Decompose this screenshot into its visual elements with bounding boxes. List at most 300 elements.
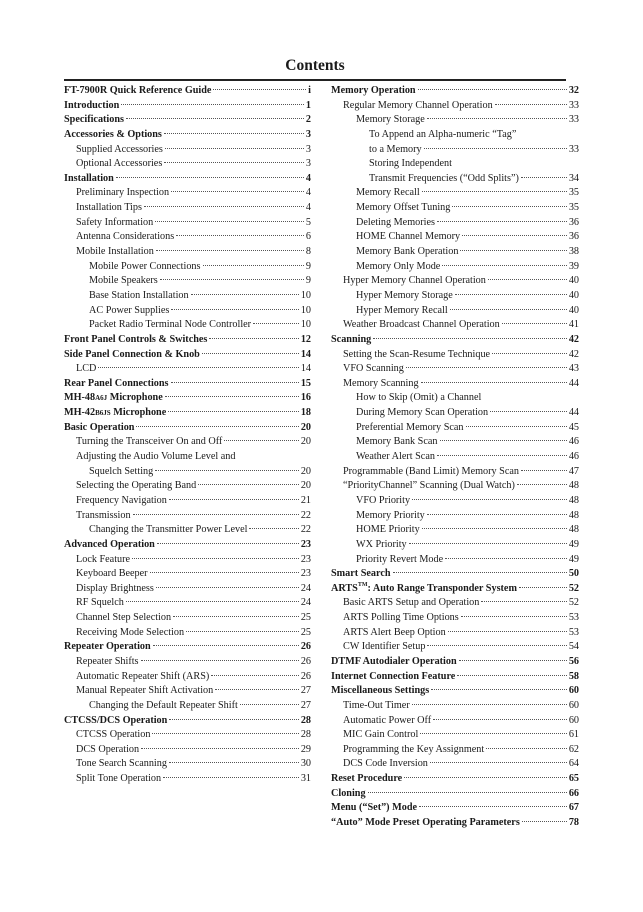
- toc-entry-title-text: Memory Priority: [356, 509, 425, 521]
- toc-entry-title-text: Automatic Power Off: [343, 714, 432, 726]
- toc-entry[interactable]: [64, 757, 311, 772]
- toc-entry[interactable]: [331, 421, 579, 436]
- toc-entry[interactable]: [331, 553, 579, 568]
- toc-page-number: 6: [305, 231, 311, 243]
- toc-entry-title: [76, 626, 184, 641]
- toc-page-number: 31: [300, 773, 311, 785]
- toc-dot-leader: [191, 294, 299, 295]
- toc-dot-leader: [141, 660, 299, 661]
- toc-dot-leader: [169, 499, 299, 500]
- toc-page-number: 20: [300, 436, 311, 448]
- toc-page-number: 43: [568, 363, 579, 375]
- toc-entry[interactable]: [64, 157, 311, 172]
- toc-dot-leader: [437, 221, 567, 222]
- toc-entry[interactable]: [331, 289, 579, 304]
- toc-page-number: 60: [568, 714, 579, 726]
- toc-entry-title-text: DCS Code Inversion: [343, 758, 428, 770]
- toc-entry[interactable]: [331, 406, 579, 421]
- toc-page-number: 48: [568, 509, 579, 521]
- toc-entry-title-text: Rear Panel Connections: [64, 377, 169, 389]
- toc-dot-leader: [150, 572, 299, 573]
- toc-entry[interactable]: [64, 611, 311, 626]
- toc-entry-title: [356, 450, 435, 465]
- toc-entry[interactable]: [331, 714, 579, 729]
- toc-entry-title: [76, 684, 213, 699]
- toc-entry-title: [356, 260, 440, 275]
- toc-dot-leader: [164, 162, 304, 163]
- toc-entry[interactable]: [331, 99, 579, 114]
- toc-entry-title-text: Repeater Operation: [64, 641, 151, 653]
- toc-entry-title: [331, 84, 416, 99]
- toc-page-number: 8: [305, 246, 311, 258]
- toc-entry-title: [64, 113, 124, 128]
- toc-page-number: 28: [300, 729, 311, 741]
- toc-entry-title-text: Base Station Installation: [89, 289, 189, 301]
- toc-page-number: 33: [568, 99, 579, 111]
- toc-entry[interactable]: [64, 289, 311, 304]
- toc-page-number: 46: [568, 436, 579, 448]
- toc-entry-title-text: Deleting Memories: [356, 216, 435, 228]
- toc-entry[interactable]: [64, 274, 311, 289]
- toc-dot-leader: [165, 396, 299, 397]
- toc-dot-leader: [427, 645, 566, 646]
- toc-entry-title: [64, 421, 134, 436]
- toc-dot-leader: [156, 587, 299, 588]
- toc-page-number: 44: [568, 407, 579, 419]
- toc-page-number: 12: [300, 333, 311, 345]
- toc-entry[interactable]: [64, 567, 311, 582]
- toc-page-number: 78: [568, 817, 579, 829]
- toc-dot-leader: [459, 660, 567, 661]
- toc-page-number: 3: [305, 143, 311, 155]
- toc-page-number: 61: [568, 729, 579, 741]
- toc-dot-leader: [502, 323, 567, 324]
- toc-entry[interactable]: [331, 655, 579, 670]
- toc-dot-leader: [495, 104, 567, 105]
- toc-entry[interactable]: [64, 772, 311, 787]
- toc-entry-title-text: CTCSS/DCS Operation: [64, 714, 168, 726]
- toc-entry[interactable]: [64, 186, 311, 201]
- toc-entry-title-text: Repeater Shifts: [76, 655, 139, 667]
- toc-entry[interactable]: [331, 435, 579, 450]
- toc-entry-title: [356, 113, 425, 128]
- toc-dot-leader: [427, 514, 567, 515]
- title-divider: [64, 79, 566, 81]
- toc-entry-title-text: Menu (“Set”) Mode: [331, 802, 418, 814]
- toc-entry-title-text: VFO Scanning: [343, 363, 404, 375]
- toc-entry-title: [76, 509, 131, 524]
- toc-entry-title-text-rest: Microphone: [107, 392, 163, 404]
- toc-entry[interactable]: [64, 318, 311, 333]
- toc-dot-leader: [481, 601, 566, 602]
- toc-entry[interactable]: [64, 582, 311, 597]
- toc-entry-title: [356, 245, 458, 260]
- toc-dot-leader: [522, 821, 567, 822]
- toc-dot-leader: [418, 89, 567, 90]
- toc-entry-title-text: Memory Offset Tuning: [356, 202, 451, 214]
- toc-dot-leader: [211, 675, 299, 676]
- toc-entry-title: [76, 201, 142, 216]
- toc-entry-title-text: Antenna Considerations: [76, 231, 175, 243]
- toc-entry[interactable]: [64, 655, 311, 670]
- toc-dot-leader: [171, 191, 304, 192]
- toc-dot-leader: [121, 104, 304, 105]
- toc-entry-title-text: Mobile Speakers: [89, 275, 158, 287]
- toc-page-number: 38: [568, 246, 579, 258]
- toc-entry[interactable]: [331, 230, 579, 245]
- toc-page-number: 36: [568, 231, 579, 243]
- toc-entry[interactable]: [64, 523, 311, 538]
- toc-entry-title-text: Internet Connection Feature: [331, 670, 456, 682]
- toc-entry-title-text: Programming the Key Assignment: [343, 743, 485, 755]
- toc-entry[interactable]: [331, 201, 579, 216]
- toc-dot-leader: [445, 558, 567, 559]
- toc-entry-title-text: Frequency Navigation: [76, 494, 167, 506]
- toc-entry-title-text: Receiving Mode Selection: [76, 626, 185, 638]
- toc-page-number: 46: [568, 451, 579, 463]
- toc-page-number: 34: [568, 172, 579, 184]
- toc-dot-leader: [249, 528, 298, 529]
- toc-dot-leader: [433, 719, 567, 720]
- toc-entry-title-text: Introduction: [64, 99, 120, 111]
- toc-dot-leader: [431, 689, 567, 690]
- toc-entry-title-text: Setting the Scan-Resume Technique: [343, 348, 491, 360]
- toc-entry-title: [343, 757, 428, 772]
- toc-page-number: 52: [568, 582, 579, 594]
- toc-entry[interactable]: [331, 128, 579, 143]
- toc-entry-title-text: Front Panel Controls & Switches: [64, 333, 208, 345]
- toc-entry-title-text: Memory Scanning: [343, 377, 419, 389]
- toc-entry[interactable]: [331, 143, 579, 158]
- toc-entry[interactable]: [64, 714, 311, 729]
- toc-entry-title-text: DTMF Autodialer Operation: [331, 655, 457, 667]
- toc-entry-title: [76, 611, 171, 626]
- toc-entry[interactable]: [64, 421, 311, 436]
- toc-entry[interactable]: [331, 509, 579, 524]
- toc-page-number: 50: [568, 568, 579, 580]
- toc-entry-title: [356, 201, 450, 216]
- toc-entry[interactable]: [331, 699, 579, 714]
- toc-entry-title: [64, 172, 114, 187]
- toc-entry[interactable]: [64, 304, 311, 319]
- toc-page-number: 28: [300, 714, 311, 726]
- toc-entry[interactable]: [64, 450, 311, 465]
- toc-entry[interactable]: [64, 172, 311, 187]
- toc-entry-title: [89, 260, 201, 275]
- toc-dot-leader: [422, 191, 567, 192]
- toc-dot-leader: [157, 543, 299, 544]
- toc-entry-title-text: Scanning: [331, 333, 372, 345]
- toc-entry[interactable]: [331, 113, 579, 128]
- toc-entry-title-text: HOME Priority: [356, 524, 420, 536]
- toc-entry[interactable]: [331, 816, 579, 831]
- toc-entry[interactable]: [331, 787, 579, 802]
- toc-entry-title: [356, 494, 410, 509]
- toc-entry[interactable]: [64, 538, 311, 553]
- toc-dot-leader: [152, 733, 298, 734]
- toc-entry-title: [331, 684, 429, 699]
- toc-page-number: 48: [568, 524, 579, 536]
- toc-entry[interactable]: [331, 670, 579, 685]
- toc-page-number: 26: [300, 655, 311, 667]
- toc-entry[interactable]: [64, 465, 311, 480]
- toc-entry[interactable]: [331, 479, 579, 494]
- toc-entry-title-text: RF Squelch: [76, 597, 124, 609]
- toc-page-number: 42: [568, 333, 579, 345]
- toc-entry[interactable]: [64, 128, 311, 143]
- toc-entry[interactable]: [64, 230, 311, 245]
- toc-page-number: 60: [568, 699, 579, 711]
- toc-dot-leader: [409, 543, 567, 544]
- toc-page-number: 42: [568, 348, 579, 360]
- toc-entry[interactable]: [64, 596, 311, 611]
- toc-entry[interactable]: [64, 260, 311, 275]
- toc-page-number: 20: [300, 465, 311, 477]
- toc-entry[interactable]: [64, 728, 311, 743]
- toc-dot-leader: [442, 265, 566, 266]
- toc-entry[interactable]: [64, 201, 311, 216]
- toc-entry-title-text: Memory Storage: [356, 114, 425, 126]
- toc-entry-title: [64, 84, 211, 99]
- toc-page-number: 10: [300, 289, 311, 301]
- toc-entry-title: [343, 465, 519, 480]
- toc-entry[interactable]: [331, 216, 579, 231]
- toc-dot-leader: [155, 221, 304, 222]
- toc-dot-leader: [173, 616, 299, 617]
- toc-page-number: 20: [300, 421, 311, 433]
- toc-entry[interactable]: [331, 377, 579, 392]
- toc-page-number: 60: [568, 685, 579, 697]
- toc-entry-title-text: Safety Information: [76, 216, 154, 228]
- toc-page-number: 2: [305, 114, 311, 126]
- toc-dot-leader: [171, 382, 299, 383]
- toc-page-number: 24: [300, 582, 311, 594]
- toc-entry[interactable]: [331, 304, 579, 319]
- toc-entry[interactable]: [64, 670, 311, 685]
- toc-entry-title: [369, 172, 519, 187]
- toc-dot-leader: [404, 777, 567, 778]
- toc-entry-title: [356, 391, 481, 406]
- toc-page-number: 21: [300, 494, 311, 506]
- toc-entry-title: [76, 772, 161, 787]
- toc-page-number: 22: [300, 524, 311, 536]
- toc-dot-leader: [164, 133, 304, 134]
- toc-entry[interactable]: [64, 553, 311, 568]
- toc-entry-title-text: Preferential Memory Scan: [356, 421, 464, 433]
- toc-dot-leader: [490, 411, 567, 412]
- toc-page-number: 10: [300, 304, 311, 316]
- toc-dot-leader: [412, 704, 567, 705]
- toc-entry[interactable]: [331, 84, 579, 99]
- toc-entry-title: [76, 479, 196, 494]
- toc-dot-leader: [466, 426, 567, 427]
- toc-dot-leader: [521, 177, 567, 178]
- toc-entry-title-text: Packet Radio Terminal Node Controller: [89, 319, 252, 331]
- toc-page-number: 36: [568, 216, 579, 228]
- toc-entry[interactable]: [64, 494, 311, 509]
- toc-entry[interactable]: [331, 186, 579, 201]
- toc-entry[interactable]: [331, 684, 579, 699]
- toc-dot-leader: [424, 148, 567, 149]
- toc-entry-title: [76, 157, 162, 172]
- toc-page-number: 9: [305, 275, 311, 287]
- toc-entry[interactable]: [331, 596, 579, 611]
- toc-entry[interactable]: [331, 494, 579, 509]
- toc-entry[interactable]: [331, 611, 579, 626]
- toc-entry[interactable]: [64, 684, 311, 699]
- toc-dot-leader: [126, 601, 299, 602]
- toc-entry[interactable]: [331, 450, 579, 465]
- toc-entry[interactable]: [331, 318, 579, 333]
- toc-dot-leader: [176, 235, 304, 236]
- toc-entry[interactable]: [64, 391, 311, 406]
- toc-entry-title: [331, 772, 402, 787]
- toc-entry[interactable]: [64, 699, 311, 714]
- toc-entry[interactable]: [331, 260, 579, 275]
- toc-entry[interactable]: [331, 333, 579, 348]
- toc-page-number: 14: [300, 348, 311, 360]
- toc-entry-title: [343, 348, 490, 363]
- page-title: Contents: [285, 57, 345, 74]
- toc-page-number: 65: [568, 773, 579, 785]
- toc-page-number: 44: [568, 377, 579, 389]
- contents-title-container: [64, 56, 566, 76]
- toc-dot-leader: [169, 719, 299, 720]
- toc-entry-title-text: Storing Independent: [369, 158, 452, 170]
- toc-entry[interactable]: [331, 757, 579, 772]
- toc-entry-title: [331, 582, 517, 597]
- toc-entry[interactable]: [64, 435, 311, 450]
- toc-entry[interactable]: [331, 743, 579, 758]
- toc-entry[interactable]: [64, 113, 311, 128]
- toc-entry[interactable]: [331, 391, 579, 406]
- toc-entry[interactable]: [331, 348, 579, 363]
- toc-page-number: 25: [300, 612, 311, 624]
- toc-entry[interactable]: [331, 172, 579, 187]
- toc-entry[interactable]: [64, 640, 311, 655]
- toc-entry[interactable]: [331, 567, 579, 582]
- toc-entry-title: [356, 435, 438, 450]
- toc-entry[interactable]: [331, 465, 579, 480]
- toc-entry-title: [331, 655, 457, 670]
- toc-entry[interactable]: [331, 157, 579, 172]
- toc-entry[interactable]: [331, 538, 579, 553]
- toc-entry-title-text: Turning the Transceiver On and Off: [76, 436, 223, 448]
- toc-entry-title: [64, 333, 207, 348]
- toc-page-number: 54: [568, 641, 579, 653]
- toc-page-number: i: [308, 85, 311, 96]
- toc-entry[interactable]: [64, 626, 311, 641]
- toc-entry-title-text: MH-42: [64, 407, 96, 419]
- toc-entry[interactable]: [64, 509, 311, 524]
- toc-dot-leader: [462, 235, 567, 236]
- toc-page-number: 5: [305, 216, 311, 228]
- toc-entry[interactable]: [331, 245, 579, 260]
- toc-page-number: 66: [568, 787, 579, 799]
- toc-entry-title: [331, 670, 455, 685]
- toc-page-number: 26: [300, 670, 311, 682]
- toc-entry[interactable]: [64, 406, 311, 421]
- toc-entry[interactable]: [331, 582, 579, 597]
- toc-entry[interactable]: [64, 245, 311, 260]
- toc-dot-leader: [186, 631, 299, 632]
- toc-entry-title: [64, 377, 169, 392]
- toc-entry-title-text: Basic ARTS Setup and Operation: [343, 597, 480, 609]
- toc-entry[interactable]: [64, 333, 311, 348]
- toc-entry-title: [76, 245, 154, 260]
- toc-entry-title-text: Memory Recall: [356, 187, 420, 199]
- toc-page-number: 4: [305, 172, 311, 184]
- toc-dot-leader: [203, 265, 304, 266]
- toc-entry-title: [76, 757, 167, 772]
- toc-entry[interactable]: [331, 626, 579, 641]
- toc-entry-title-text: Keyboard Beeper: [76, 568, 148, 580]
- toc-entry-title-text: Installation Tips: [76, 202, 142, 214]
- toc-dot-leader: [452, 206, 566, 207]
- toc-entry-title-text: Display Brightness: [76, 582, 154, 594]
- toc-entry[interactable]: [64, 84, 311, 99]
- toc-column-right: [331, 84, 579, 831]
- toc-entry-title-text: Hyper Memory Storage: [356, 289, 453, 301]
- toc-entry[interactable]: [64, 377, 311, 392]
- toc-entry-title: [343, 318, 500, 333]
- toc-dot-leader: [519, 587, 567, 588]
- toc-page-number: 40: [568, 289, 579, 301]
- toc-entry-title: [343, 743, 484, 758]
- toc-page-number: 16: [300, 392, 311, 404]
- toc-dot-leader: [98, 367, 298, 368]
- toc-entry[interactable]: [64, 362, 311, 377]
- toc-entry[interactable]: [64, 216, 311, 231]
- toc-entry[interactable]: [331, 274, 579, 289]
- toc-dot-leader: [448, 631, 567, 632]
- toc-dot-leader: [440, 440, 567, 441]
- toc-entry-title: [76, 655, 139, 670]
- toc-entry[interactable]: [64, 348, 311, 363]
- toc-entry-title-text: MH-48: [64, 392, 96, 404]
- toc-entry[interactable]: [331, 772, 579, 787]
- toc-entry-title: [64, 406, 166, 421]
- toc-entry[interactable]: [331, 362, 579, 377]
- toc-entry[interactable]: [331, 523, 579, 538]
- toc-entry-title-text: MIC Gain Control: [343, 729, 419, 741]
- toc-dot-leader: [393, 572, 567, 573]
- toc-entry-title-text: Transmission: [76, 509, 131, 521]
- toc-entry-title: [76, 743, 139, 758]
- toc-entry-title: [343, 362, 404, 377]
- toc-dot-leader: [368, 792, 567, 793]
- toc-entry[interactable]: [64, 143, 311, 158]
- toc-entry[interactable]: [64, 479, 311, 494]
- toc-entry-title: [356, 538, 407, 553]
- toc-entry[interactable]: [331, 801, 579, 816]
- toc-entry-title-text: Accessories & Options: [64, 128, 162, 140]
- toc-dot-leader: [156, 250, 304, 251]
- toc-entry-title-text: Split Tone Operation: [76, 773, 162, 785]
- toc-entry[interactable]: [331, 640, 579, 655]
- toc-entry[interactable]: [331, 728, 579, 743]
- toc-entry-title: [76, 143, 163, 158]
- toc-page-number: 33: [568, 143, 579, 155]
- toc-dot-leader: [253, 323, 299, 324]
- toc-entry[interactable]: [64, 99, 311, 114]
- toc-page-number: 64: [568, 758, 579, 770]
- toc-entry[interactable]: [64, 743, 311, 758]
- toc-page-number: 22: [300, 509, 311, 521]
- toc-dot-leader: [421, 382, 567, 383]
- toc-dot-leader: [213, 89, 306, 90]
- toc-entry-title: [89, 699, 238, 714]
